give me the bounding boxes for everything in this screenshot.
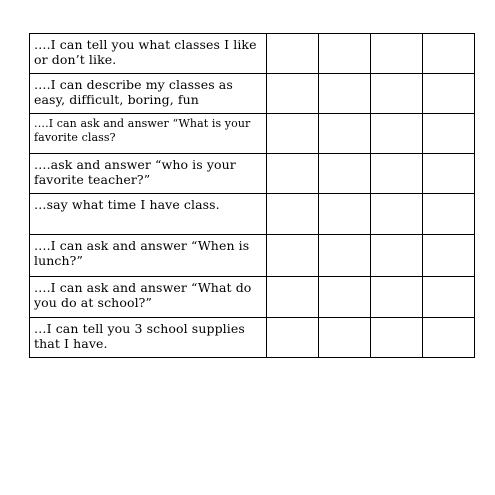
rating-box[interactable] bbox=[423, 318, 475, 358]
rating-box[interactable] bbox=[423, 114, 475, 154]
rating-box[interactable] bbox=[423, 235, 475, 277]
rating-box[interactable] bbox=[267, 74, 319, 114]
table-row bbox=[30, 277, 475, 318]
rating-box[interactable] bbox=[371, 154, 423, 194]
table-row bbox=[30, 114, 475, 154]
table-row bbox=[30, 318, 475, 358]
rating-box[interactable] bbox=[267, 114, 319, 154]
rating-box[interactable] bbox=[423, 154, 475, 194]
rating-box[interactable] bbox=[319, 277, 371, 318]
statement-cell: ….ask and answer “who is your favorite teacher?” bbox=[30, 154, 267, 194]
rating-box[interactable] bbox=[267, 194, 319, 235]
rating-box[interactable] bbox=[423, 277, 475, 318]
table-row bbox=[30, 235, 475, 277]
statement-cell: …say what time I have class. bbox=[30, 194, 267, 235]
rating-box[interactable] bbox=[319, 34, 371, 74]
statement-cell: ….I can tell you what classes I like or don’t like. bbox=[30, 34, 267, 74]
statement-cell: …I can tell you 3 school supplies that I have. bbox=[30, 318, 267, 358]
rating-box[interactable] bbox=[267, 34, 319, 74]
table-row bbox=[30, 74, 475, 114]
can-do-checklist-table bbox=[29, 33, 475, 358]
rating-box[interactable] bbox=[371, 235, 423, 277]
statement-cell: ….I can ask and answer “What is your favorite class? bbox=[30, 114, 267, 154]
rating-box[interactable] bbox=[423, 194, 475, 235]
statement-cell: ….I can describe my classes as easy, difficult, boring, fun bbox=[30, 74, 267, 114]
statement-cell: ….I can ask and answer “When is lunch?” bbox=[30, 235, 267, 277]
rating-box[interactable] bbox=[319, 114, 371, 154]
rating-box[interactable] bbox=[319, 194, 371, 235]
rating-box[interactable] bbox=[267, 318, 319, 358]
rating-box[interactable] bbox=[371, 194, 423, 235]
rating-box[interactable] bbox=[371, 74, 423, 114]
statement-cell: ….I can ask and answer “What do you do at school?” bbox=[30, 277, 267, 318]
rating-box[interactable] bbox=[319, 154, 371, 194]
rating-box[interactable] bbox=[319, 74, 371, 114]
table-row bbox=[30, 194, 475, 235]
rating-box[interactable] bbox=[267, 154, 319, 194]
rating-box[interactable] bbox=[371, 114, 423, 154]
rating-box[interactable] bbox=[371, 277, 423, 318]
rating-box[interactable] bbox=[423, 74, 475, 114]
table-row bbox=[30, 154, 475, 194]
rating-box[interactable] bbox=[371, 34, 423, 74]
rating-box[interactable] bbox=[423, 34, 475, 74]
table-row bbox=[30, 34, 475, 74]
rating-box[interactable] bbox=[267, 235, 319, 277]
rating-box[interactable] bbox=[319, 235, 371, 277]
rating-box[interactable] bbox=[267, 277, 319, 318]
rating-box[interactable] bbox=[371, 318, 423, 358]
rating-box[interactable] bbox=[319, 318, 371, 358]
